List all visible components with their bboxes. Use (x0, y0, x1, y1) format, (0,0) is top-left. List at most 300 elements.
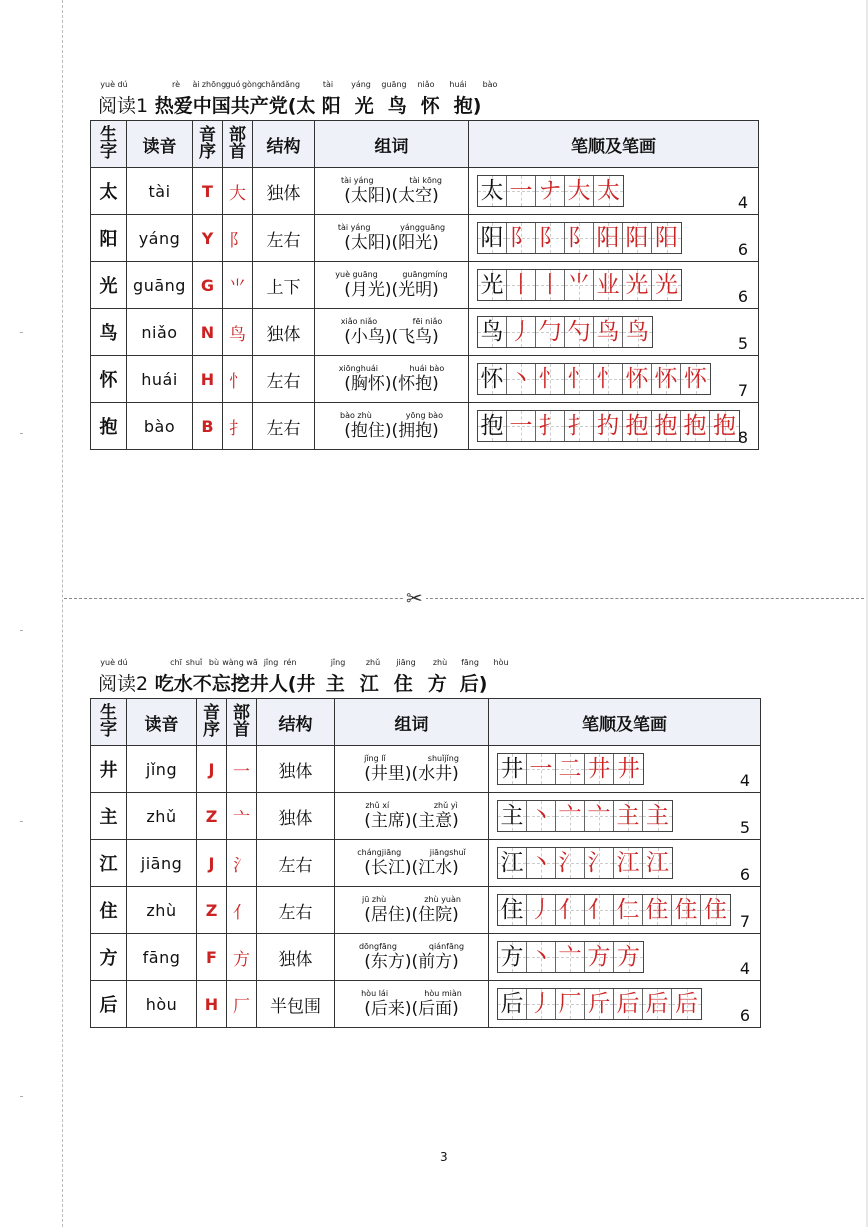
stroke-glyph: 怀 (480, 366, 504, 392)
cell-pinyin: jiāng (127, 840, 197, 887)
title-char: 鸟 (387, 95, 407, 117)
stroke-box (536, 411, 565, 441)
stroke-glyph: 主 (646, 803, 669, 829)
stroke-box (565, 223, 594, 253)
stroke-glyph: 勹 (538, 319, 562, 345)
stroke-glyph: 方 (500, 944, 524, 970)
stroke-glyph: 阝 (538, 225, 562, 251)
lesson-1-title-block (90, 80, 770, 122)
cell-order-letter: B (193, 403, 223, 450)
cell-order-letter: Y (193, 215, 223, 262)
stroke-glyph: 怀 (684, 366, 707, 392)
stroke-box (507, 317, 536, 347)
header-strokes: 笔顺及笔画 (489, 699, 761, 746)
ruby: niǎo (417, 80, 435, 89)
table-row (91, 887, 761, 934)
stroke-glyph: 井 (500, 756, 524, 782)
cell-radical: 阝 (223, 215, 253, 262)
stroke-count: 8 (737, 428, 748, 447)
title-char: 阳 (321, 95, 341, 117)
cell-radical: 亻 (227, 887, 257, 934)
stroke-glyph: 主 (500, 803, 524, 829)
stroke-grid (477, 316, 653, 348)
title-char: 主 (325, 673, 345, 695)
cell-character: 井 (91, 746, 127, 793)
stroke-glyph: 抱 (480, 413, 504, 439)
stroke-glyph: 抱 (713, 413, 736, 439)
table-row (91, 356, 759, 403)
lesson-2-character-table (90, 698, 761, 1028)
header-char (91, 699, 127, 746)
stroke-box (672, 989, 701, 1019)
table-row (91, 934, 761, 981)
stroke-glyph: 住 (704, 897, 727, 923)
ruby: fāng (461, 658, 479, 667)
stroke-grid (497, 753, 644, 785)
stroke-box (643, 801, 672, 831)
stroke-glyph: 抱 (625, 413, 649, 439)
stroke-count: 4 (737, 193, 748, 212)
ruby: yuè dú (100, 80, 128, 89)
stroke-box (614, 942, 643, 972)
stroke-box (498, 989, 527, 1019)
cell-pinyin: tài (127, 168, 193, 215)
lesson-2-title (98, 669, 487, 696)
lesson-label: 阅读2 (98, 673, 149, 695)
stroke-box (614, 754, 643, 784)
stroke-glyph: 江 (646, 850, 669, 876)
cell-structure: 独体 (253, 309, 315, 356)
ruby: huái (449, 80, 467, 89)
header-order-line: 序 (199, 142, 216, 162)
cell-words (335, 746, 489, 793)
title-char: 怀 (420, 95, 440, 117)
title-char: 住 (393, 673, 413, 695)
stroke-glyph: 后 (500, 991, 524, 1017)
stroke-box (681, 411, 710, 441)
cell-structure: 左右 (257, 840, 335, 887)
cell-pinyin: hòu (127, 981, 197, 1028)
stroke-grid (477, 175, 624, 207)
word-pinyin: shuǐjǐng (427, 753, 459, 763)
stroke-glyph: 鸟 (626, 319, 649, 345)
stroke-glyph: 住 (674, 897, 698, 923)
title-char: 方 (427, 673, 447, 695)
words-pinyin (315, 270, 468, 279)
stroke-box (614, 848, 643, 878)
word-pinyin: zhǔ xí (365, 800, 390, 810)
words-text: (主席)(主意) (364, 810, 459, 831)
lesson-1-title (98, 91, 481, 118)
ruby: zhǔ (365, 658, 381, 667)
stroke-count: 5 (737, 334, 748, 353)
stroke-box (594, 364, 623, 394)
stroke-glyph: 斤 (587, 991, 611, 1017)
stroke-glyph: 仁 (616, 897, 640, 923)
stroke-grid (477, 222, 682, 254)
stroke-grid (497, 800, 673, 832)
stroke-glyph: 亠 (587, 803, 611, 829)
stroke-box (498, 754, 527, 784)
words-text: (太阳)(太空) (344, 185, 439, 206)
stroke-box (536, 223, 565, 253)
stroke-glyph: 亠 (558, 803, 582, 829)
stroke-glyph: 方 (617, 944, 640, 970)
stroke-box (536, 270, 565, 300)
stroke-glyph: 丶 (529, 850, 553, 876)
header-char-line: 生 (100, 703, 117, 723)
stroke-box (652, 223, 681, 253)
stroke-glyph: 一 (529, 756, 553, 782)
table-row (91, 168, 759, 215)
word-pinyin: chángjiāng (357, 847, 402, 857)
stroke-glyph: 阳 (480, 225, 504, 251)
ruby: wàng (222, 658, 244, 667)
header-words: 组词 (315, 121, 469, 168)
header-radical-line: 部 (229, 125, 246, 145)
stroke-grid (497, 847, 673, 879)
cell-words (315, 168, 469, 215)
table-row (91, 840, 761, 887)
stroke-glyph: 抱 (683, 413, 707, 439)
stroke-glyph: 江 (500, 850, 524, 876)
stroke-box (527, 895, 556, 925)
stroke-glyph: ナ (538, 178, 562, 204)
words-text: (井里)(水井) (364, 763, 459, 784)
stroke-box (681, 364, 710, 394)
stroke-glyph: 亻 (587, 897, 611, 923)
stroke-box (527, 754, 556, 784)
word-pinyin: zhǔ yì (433, 800, 458, 810)
word-pinyin: dōngfāng (358, 941, 397, 951)
cell-character: 方 (91, 934, 127, 981)
cell-order-letter: Z (197, 793, 227, 840)
stroke-box (478, 364, 507, 394)
cut-dashed-line (64, 598, 864, 599)
stroke-box (556, 895, 585, 925)
word-pinyin: fēi niǎo (412, 316, 443, 326)
stroke-box (565, 270, 594, 300)
stroke-glyph: 厂 (558, 991, 582, 1017)
title-char: (太 (287, 95, 316, 117)
cell-pinyin: jǐng (127, 746, 197, 793)
stroke-box (710, 411, 739, 441)
ruby: jiāng (396, 658, 416, 667)
stroke-box (672, 895, 701, 925)
ruby: bào (482, 80, 498, 89)
stroke-box (536, 176, 565, 206)
header-structure: 结构 (257, 699, 335, 746)
lesson-1-character-table (90, 120, 759, 450)
cell-character: 住 (91, 887, 127, 934)
cell-character: 鸟 (91, 309, 127, 356)
stroke-box (478, 411, 507, 441)
ruby: tài (322, 80, 334, 89)
cell-stroke-order (489, 746, 761, 793)
stroke-glyph: 阳 (596, 225, 620, 251)
stroke-box (498, 801, 527, 831)
cell-character: 阳 (91, 215, 127, 262)
word-pinyin: huái bào (409, 363, 445, 373)
cell-pinyin: niǎo (127, 309, 193, 356)
stroke-count: 5 (739, 818, 750, 837)
ruby: zhōng (201, 80, 227, 89)
title-char: 抱) (453, 95, 482, 117)
ruby: yáng (351, 80, 371, 89)
stroke-box (556, 848, 585, 878)
stroke-glyph: ⺌ (567, 272, 591, 298)
cell-stroke-order (469, 309, 759, 356)
words-pinyin (315, 364, 468, 373)
header-char (91, 121, 127, 168)
stroke-glyph: 大 (567, 178, 591, 204)
stroke-box (643, 895, 672, 925)
stroke-glyph: 亠 (558, 944, 582, 970)
lesson-label: 阅读1 (98, 95, 149, 117)
cell-stroke-order (489, 793, 761, 840)
header-char-line: 字 (100, 142, 117, 162)
cell-pinyin: guāng (127, 262, 193, 309)
word-pinyin: xiōnghuái (338, 363, 379, 373)
header-order (197, 699, 227, 746)
cell-stroke-order (489, 981, 761, 1028)
table-row (91, 215, 759, 262)
words-text: (东方)(前方) (364, 951, 459, 972)
cell-pinyin: fāng (127, 934, 197, 981)
stroke-box (527, 801, 556, 831)
stroke-count: 6 (739, 1006, 750, 1025)
stroke-box (594, 223, 623, 253)
cell-structure: 独体 (253, 168, 315, 215)
lesson-title-text: 热爱中国共产党 (154, 95, 288, 117)
stroke-count: 6 (739, 865, 750, 884)
word-pinyin: jǐng lǐ (364, 753, 386, 763)
cell-pinyin: huái (127, 356, 193, 403)
cell-structure: 左右 (253, 356, 315, 403)
cell-words (315, 215, 469, 262)
cell-words (335, 887, 489, 934)
stroke-glyph: 后 (675, 991, 698, 1017)
stroke-box (498, 895, 527, 925)
stroke-glyph: 丨 (509, 272, 533, 298)
stroke-box (585, 989, 614, 1019)
page-number: 3 (440, 1150, 448, 1164)
cell-structure: 独体 (257, 793, 335, 840)
lesson-title-text: 吃水不忘挖井人 (154, 673, 288, 695)
cell-order-letter: H (197, 981, 227, 1028)
stroke-glyph: 太 (480, 178, 504, 204)
stroke-glyph: 忄 (596, 366, 620, 392)
lesson-1-section (90, 80, 770, 447)
ruby: jǐng (263, 658, 279, 667)
word-pinyin: zhù yuàn (424, 894, 461, 904)
words-text: (居住)(住院) (364, 904, 459, 925)
stroke-glyph: 后 (645, 991, 669, 1017)
cell-order-letter: T (193, 168, 223, 215)
cell-words (335, 934, 489, 981)
cell-order-letter: J (197, 746, 227, 793)
words-pinyin (335, 989, 488, 998)
stroke-glyph: 鸟 (596, 319, 620, 345)
cell-radical: 厂 (227, 981, 257, 1028)
cell-order-letter: F (197, 934, 227, 981)
cell-words (315, 309, 469, 356)
stroke-glyph: 业 (596, 272, 620, 298)
stroke-box (585, 848, 614, 878)
stroke-grid (477, 269, 682, 301)
words-pinyin (315, 223, 468, 232)
ruby: jǐng (330, 658, 346, 667)
cell-radical: ⺌ (223, 262, 253, 309)
stroke-box (565, 176, 594, 206)
scissors-icon: ✂ (403, 586, 426, 610)
cell-words (335, 793, 489, 840)
words-pinyin (335, 754, 488, 763)
stroke-glyph: 井 (617, 756, 640, 782)
stroke-glyph: 忄 (567, 366, 591, 392)
ruby: shuǐ (185, 658, 203, 667)
ruby: wā (246, 658, 258, 667)
stroke-box (594, 270, 623, 300)
stroke-box (594, 176, 623, 206)
table-row (91, 981, 761, 1028)
table-row (91, 309, 759, 356)
stroke-box (585, 895, 614, 925)
lesson-char-list (288, 95, 482, 117)
stroke-glyph: 扚 (596, 413, 620, 439)
header-pinyin: 读音 (127, 699, 197, 746)
stroke-glyph: 井 (587, 756, 611, 782)
words-text: (太阳)(阳光) (344, 232, 439, 253)
cell-character: 主 (91, 793, 127, 840)
stroke-count: 7 (739, 912, 750, 931)
cell-words (315, 403, 469, 450)
ruby: guāng (381, 80, 407, 89)
header-row (91, 121, 759, 168)
cell-radical: 亠 (227, 793, 257, 840)
cell-character: 怀 (91, 356, 127, 403)
word-pinyin: jū zhù (362, 894, 387, 904)
lesson-char-list (288, 673, 488, 695)
stroke-box (565, 364, 594, 394)
stroke-grid (477, 410, 740, 442)
stroke-box (565, 317, 594, 347)
word-pinyin: yōng bào (405, 410, 443, 420)
stroke-grid (497, 894, 731, 926)
stroke-box (623, 317, 652, 347)
stroke-glyph: 丨 (538, 272, 562, 298)
ruby: ài (192, 80, 200, 89)
cell-words (335, 840, 489, 887)
cell-stroke-order (469, 215, 759, 262)
lesson-2-title-block (90, 658, 770, 700)
cell-pinyin: zhù (127, 887, 197, 934)
cell-structure: 左右 (253, 403, 315, 450)
stroke-glyph: 光 (655, 272, 678, 298)
cell-words (315, 356, 469, 403)
stroke-count: 4 (739, 771, 750, 790)
words-pinyin (315, 176, 468, 185)
ruby: zhù (432, 658, 448, 667)
words-text: (胸怀)(怀抱) (344, 373, 439, 394)
cell-structure: 独体 (257, 934, 335, 981)
ruby: dǎng (279, 80, 301, 89)
word-pinyin: hòu lái (361, 988, 389, 998)
ruby: chī (170, 658, 182, 667)
stroke-box (652, 411, 681, 441)
cell-order-letter: G (193, 262, 223, 309)
stroke-count: 4 (739, 959, 750, 978)
title-char: 江 (359, 673, 379, 695)
stroke-box (556, 754, 585, 784)
stroke-glyph: 后 (616, 991, 640, 1017)
header-order-line: 音 (203, 703, 220, 723)
header-radical-line: 部 (233, 703, 250, 723)
stroke-box (478, 270, 507, 300)
stroke-box (623, 223, 652, 253)
ruby: hòu (493, 658, 509, 667)
word-pinyin: tài yáng (337, 222, 371, 232)
stroke-glyph: 扌 (567, 413, 591, 439)
cell-structure: 半包围 (257, 981, 335, 1028)
header-radical-line: 首 (233, 720, 250, 740)
header-radical (223, 121, 253, 168)
cell-radical: 方 (227, 934, 257, 981)
word-pinyin: bào zhù (340, 410, 372, 420)
cell-stroke-order (469, 168, 759, 215)
stroke-glyph: 氵 (558, 850, 582, 876)
cell-character: 后 (91, 981, 127, 1028)
cell-character: 江 (91, 840, 127, 887)
stroke-box (556, 942, 585, 972)
cell-order-letter: N (193, 309, 223, 356)
stroke-glyph: 主 (616, 803, 640, 829)
binding-dashed-line (62, 0, 63, 1227)
words-pinyin (315, 317, 468, 326)
header-radical-line: 首 (229, 142, 246, 162)
words-text: (月光)(光明) (344, 279, 439, 300)
stroke-box (585, 754, 614, 784)
word-pinyin: tài kōng (409, 175, 442, 185)
words-text: (小鸟)(飞鸟) (344, 326, 439, 347)
stroke-glyph: 方 (587, 944, 611, 970)
cell-structure: 左右 (257, 887, 335, 934)
stroke-count: 6 (737, 240, 748, 259)
stroke-glyph: 丿 (509, 319, 533, 345)
cell-order-letter: Z (197, 887, 227, 934)
stroke-box (565, 411, 594, 441)
stroke-box (614, 895, 643, 925)
stroke-box (527, 848, 556, 878)
stroke-glyph: 氵 (587, 850, 611, 876)
stroke-box (623, 411, 652, 441)
cell-words (315, 262, 469, 309)
stroke-glyph: 阳 (625, 225, 649, 251)
words-pinyin (315, 411, 468, 420)
title-char: 光 (354, 95, 374, 117)
stroke-glyph: 鸟 (480, 319, 504, 345)
stroke-glyph: 一 (509, 178, 533, 204)
ruby: rén (283, 658, 297, 667)
stroke-glyph: 怀 (654, 366, 678, 392)
header-order-line: 序 (203, 720, 220, 740)
stroke-grid (477, 363, 711, 395)
header-order-line: 音 (199, 125, 216, 145)
stroke-box (594, 411, 623, 441)
stroke-box (556, 989, 585, 1019)
cell-structure: 上下 (253, 262, 315, 309)
word-pinyin: guāngmíng (402, 269, 448, 279)
